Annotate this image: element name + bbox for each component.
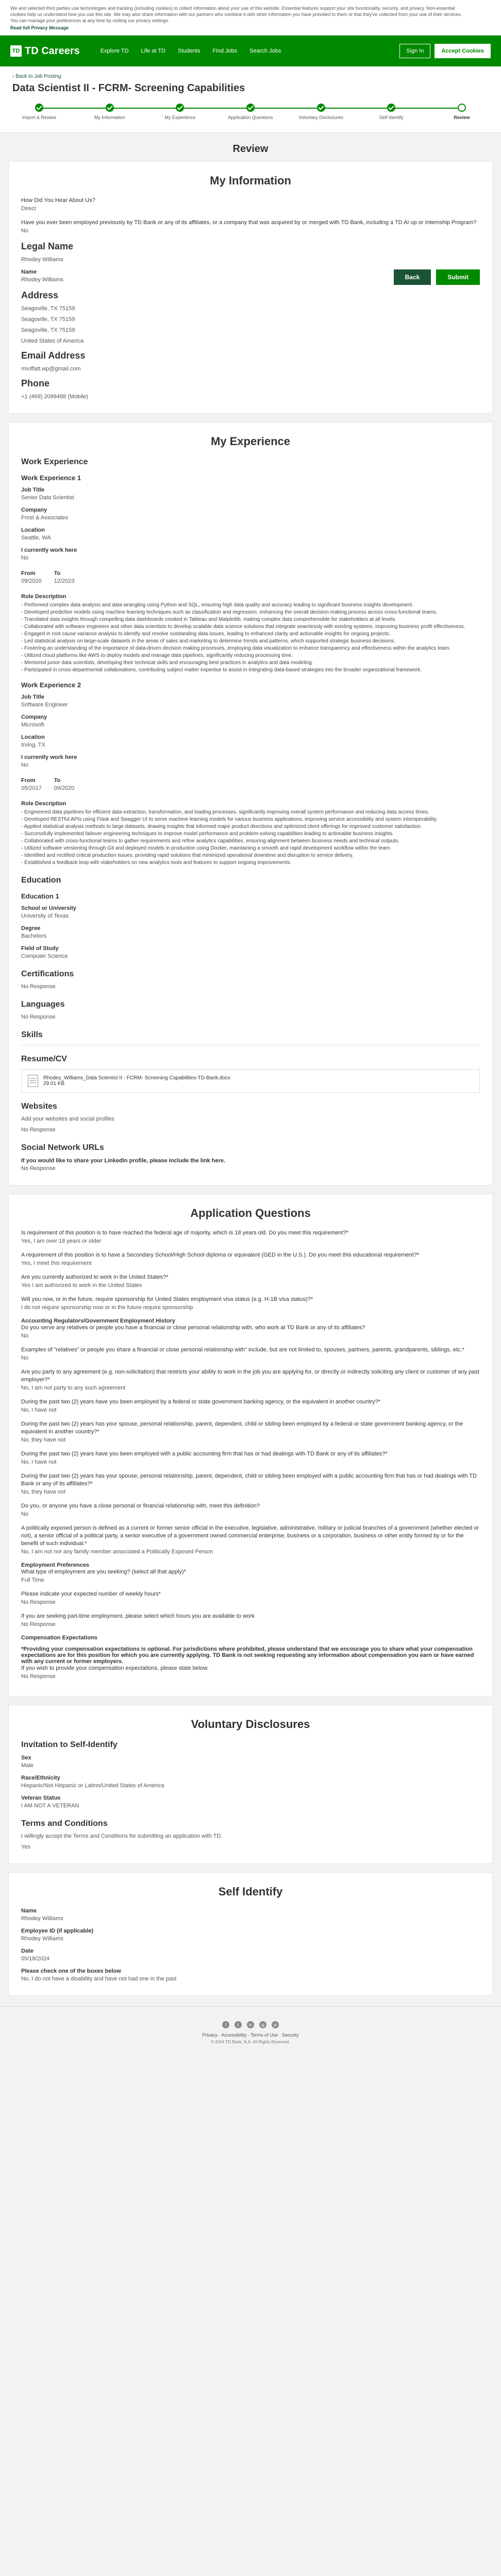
question-label: A politically exposed person is defined as a current or former senior official in the executive, legislative, administrative, military or judicial branches of a government (whether elected or not), a senior official of a political party, a senior executive of a government owned commercial enterprise, business or a corporation, business or other entity formed by or for the benefit of such individual.* <box>21 1525 479 1547</box>
question-label: Do you serve any relatives or people you have a financial or close personal relationship with, who work at TD Bank or any of its affiliates? <box>21 1325 365 1331</box>
question-group-heading: Compensation Expectations <box>21 1635 97 1641</box>
field-label: From <box>21 777 36 784</box>
school-value: University of Texas <box>21 913 69 919</box>
social-urls-heading: Social Network URLs <box>21 1143 104 1152</box>
date-value: 05/18/2024 <box>21 1956 50 1962</box>
to-value: 09/2020 <box>54 785 75 791</box>
name-label: Name <box>21 269 37 275</box>
question-group-heading: *Providing your compensation expectations is optional. For jurisdictions where prohibited, please understand that we encourage you to share what your compensation expectations are for this position for which you are currently applying. TD Bank is not seeking requesting any information about compensation you earn or have earned with any current or former employers. <box>21 1646 474 1665</box>
email-heading: Email Address <box>21 350 86 361</box>
field-label: Sex <box>21 1755 31 1761</box>
nav-item-find-jobs[interactable]: Find Jobs <box>212 48 238 54</box>
step-import[interactable] <box>12 104 66 120</box>
race-value: Hispanic/Not Hispanic or Latino/United States of America <box>21 1783 164 1789</box>
question-label: Have you ever been employed previously by TD Bank or any of its affiliates, or a company that was acquired by or merged with TD Bank, including a TD AI up or Internship Program? <box>21 219 477 226</box>
field-label: Degree <box>21 925 41 931</box>
step-label: My Information <box>94 115 125 120</box>
certifications-heading: Certifications <box>21 970 74 978</box>
field-label: To <box>54 570 61 577</box>
company-value: Microsoft <box>21 722 44 728</box>
address-line: Seagoville, TX 75159 <box>21 306 75 312</box>
date-range <box>21 772 480 795</box>
address-heading: Address <box>21 290 59 300</box>
question-label: How Did You Hear About Us? <box>21 197 95 204</box>
field-label: Job Title <box>21 487 45 493</box>
step-label: Review <box>454 115 470 120</box>
answer: No, they have not <box>21 1489 66 1495</box>
answer: Yes, I am over 18 years or older <box>21 1238 102 1244</box>
work-experience-entry <box>21 681 480 867</box>
sex-value: Male <box>21 1762 34 1769</box>
answer: Yes, I meet this requirement <box>21 1260 92 1266</box>
question-label: If you are seeking part-time employment, please select which hours you are available to work <box>21 1613 255 1619</box>
field-label: Role Description <box>21 594 66 600</box>
voluntary-disclosures-section <box>8 1705 493 1864</box>
field-label: Name <box>21 1908 37 1914</box>
current-step-icon <box>458 104 466 112</box>
location-value: Seattle, WA <box>21 535 51 541</box>
application-questions-section <box>8 1194 493 1697</box>
review-heading: Review <box>232 143 269 155</box>
check-icon <box>387 104 395 112</box>
name-value: Rhodey Williams <box>21 277 63 283</box>
answer: No <box>21 1333 29 1339</box>
answer: I do not require sponsorship now or in the future require sponsorship <box>21 1304 193 1311</box>
resume-file-name: Rhodey_Williams_Data Scientist II - FCRM- Screening Capabilities-TD-Bank.docx <box>43 1075 230 1081</box>
check-icon <box>317 104 325 112</box>
td-logo[interactable] <box>10 45 80 57</box>
step-my-information[interactable] <box>83 104 137 120</box>
employee-id-value: Rhodey Williams <box>21 1936 63 1942</box>
field-label: I currently work here <box>21 547 77 553</box>
question-group-heading: Accounting Regulators/Government Employment History <box>21 1318 175 1324</box>
step-self-identify[interactable] <box>364 104 418 120</box>
accept-cookies-button[interactable]: Accept Cookies <box>435 44 491 58</box>
entry-heading: Work Experience 2 <box>21 681 81 689</box>
twitter-icon[interactable]: t <box>235 2021 242 2028</box>
answer: No <box>21 228 29 234</box>
field-label: Company <box>21 714 47 720</box>
check-icon <box>176 104 184 112</box>
degree-value: Bachelors <box>21 933 46 939</box>
job-title-value: Senior Data Scientist <box>21 495 74 501</box>
address-line: United States of America <box>21 338 84 344</box>
entry-heading: Work Experience 1 <box>21 474 81 482</box>
veteran-value: I AM NOT A VETERAN <box>21 1803 79 1809</box>
question-label: During the past two (2) years have you been employed by a federal or state government banking agency, or the equivalent in another country?* <box>21 1399 380 1405</box>
company-value: Frost & Associates <box>21 515 69 521</box>
question-label: A requirement of this position is to have a Secondary School/High School diploma or equivalent (GED in the U.S.). Do you meet this educational requirement?* <box>21 1252 420 1258</box>
step-application-questions[interactable] <box>224 104 277 120</box>
current-value: No <box>21 762 29 768</box>
languages-heading: Languages <box>21 1000 65 1009</box>
field-label: School or University <box>21 905 76 911</box>
work-experience-heading: Work Experience <box>21 457 88 466</box>
job-title-value: Software Engineer <box>21 702 68 708</box>
td-logo-mark: TD <box>10 45 22 57</box>
cookie-text: We and selected third parties use technologies and tracking (including cookies) to collect information about your use of this website. Essential features support your site functionality, security, and privacy. Non-essential cookies help us understand how you use this site. We may also share information with our partners who combine it with other information you have provided to them or that they've collected from your use of their services. You can manage your preferences at any time by visiting our privacy settings. <box>10 6 462 23</box>
websites-note: Add your websites and social profiles <box>21 1116 114 1122</box>
question-label: During the past two (2) years has your spouse, personal relationship, parent, dependent, child or sibling been employed by a federal or state government banking agency, or the equivalent in another country?* <box>21 1421 463 1435</box>
step-voluntary-disclosures[interactable] <box>294 104 348 120</box>
from-value: 05/2017 <box>21 785 42 791</box>
question-label: What type of employment are you seeking? (select all that apply)* <box>21 1569 186 1575</box>
field-label: Please check one of the boxes below <box>21 1968 121 1974</box>
terms-heading: Terms and Conditions <box>21 1819 108 1828</box>
my-experience-section <box>8 422 493 1185</box>
document-icon <box>28 1075 38 1087</box>
step-my-experience[interactable] <box>153 104 207 120</box>
nav-item-life[interactable]: Life at TD <box>141 48 166 54</box>
instagram-icon[interactable]: ig <box>259 2021 266 2028</box>
youtube-icon[interactable]: yt <box>272 2021 279 2028</box>
phone-value: +1 (469) 2099488 (Mobile) <box>21 394 88 400</box>
education-heading: Education <box>21 876 61 885</box>
td-logo-text: TD Careers <box>25 45 80 57</box>
phone-heading: Phone <box>21 378 50 388</box>
step-label: Self Identify <box>379 115 404 120</box>
question-list <box>21 1229 480 1680</box>
field-label: Job Title <box>21 694 45 700</box>
answer: No, I have not <box>21 1407 57 1413</box>
self-name-value: Rhodey Williams <box>21 1916 63 1922</box>
step-label: Application Questions <box>228 115 273 120</box>
submit-button[interactable]: Submit <box>436 269 480 285</box>
section-title: Voluntary Disclosures <box>191 1718 310 1731</box>
privacy-message-link[interactable]: Read full Privacy Message <box>10 25 69 30</box>
languages-value: No Response <box>21 1014 56 1020</box>
check-icon <box>35 104 43 112</box>
answer: Full Time <box>21 1577 44 1583</box>
check-icon <box>106 104 114 112</box>
answer: No <box>21 1511 29 1517</box>
question-label: During the past two (2) years has your spouse, personal relationship, parent, dependent, child or sibling been employed with a public accounting firm that has or had dealings with TD Bank or any of its affiliates?* <box>21 1473 477 1487</box>
nav-item-students[interactable]: Students <box>178 48 201 54</box>
question-group-heading: Employment Preferences <box>21 1562 90 1568</box>
field-label: To <box>54 777 61 784</box>
job-subheader <box>0 66 501 133</box>
question-label: Is requirement of this position is to have reached the federal age of majority, which is 18 years old. Do you meet this requirement?* <box>21 1230 349 1236</box>
field-label: Location <box>21 734 45 740</box>
from-value: 09/2020 <box>21 578 42 584</box>
answer: Yes I am authorized to work in the United States <box>21 1282 142 1289</box>
section-title: My Experience <box>210 435 291 448</box>
social-urls-note: If you would like to share your LinkedIn profile, please include the link here. <box>21 1158 226 1164</box>
field-of-study-value: Computer Science <box>21 953 68 959</box>
site-footer <box>0 2006 501 2060</box>
question-label: Are you currently authorized to work in the United States?* <box>21 1274 169 1280</box>
answer: No <box>21 1355 29 1361</box>
field-label: From <box>21 570 36 577</box>
disability-answer: No, I do not have a disability and have not had one in the past <box>21 1976 177 1982</box>
step-review[interactable] <box>435 104 489 120</box>
answer: No Response <box>21 1673 56 1680</box>
question-label: Do you, or anyone you have a close personal or financial relationship with, meet this definition? <box>21 1503 260 1509</box>
main-content <box>0 133 501 1996</box>
back-to-job-posting-link[interactable]: ‹ Back to Job Posting <box>12 74 61 79</box>
terms-text: I willingly accept the Terms and Conditions for submitting an application with TD. <box>21 1833 223 1839</box>
footer-links[interactable]: Privacy · Accessibility · Terms of Use · Security <box>202 2032 299 2038</box>
legal-name-heading: Legal Name <box>21 241 74 251</box>
legal-name-value: Rhodey Williams <box>21 257 63 263</box>
section-title: Application Questions <box>190 1207 311 1219</box>
question-label: Will you now, or in the future, require sponsorship for United States employment visa status (e.g. H-1B visa status)?* <box>21 1296 313 1302</box>
answer: No, I have not <box>21 1459 57 1465</box>
invite-heading: Invitation to Self-Identify <box>21 1740 118 1749</box>
nav-item-search-jobs[interactable]: Search Jobs <box>249 48 281 54</box>
field-label: Employee ID (if applicable) <box>21 1928 93 1934</box>
social-links <box>0 2021 501 2028</box>
answer: No Response <box>21 1599 56 1605</box>
main-nav <box>101 48 281 54</box>
field-label: Date <box>21 1948 34 1954</box>
skills-heading: Skills <box>21 1030 43 1039</box>
question-label: Please indicate your expected number of weekly hours* <box>21 1591 161 1597</box>
answer: No, they have not <box>21 1437 66 1443</box>
nav-item-explore[interactable]: Explore TD <box>100 48 129 54</box>
question-label: If you wish to provide your compensation expectations, please state below. <box>21 1665 209 1671</box>
email-value: rmoffatt.wp@gmail.com <box>21 366 81 372</box>
to-value: 12/2023 <box>54 578 75 584</box>
question-label: Are you party to any agreement (e.g. non-solicitation) that restricts your ability to work in the job you are applying for, or directly or indirectly soliciting any client or customer of any past employer?* <box>21 1369 479 1383</box>
footer-copyright: © 2024 TD Bank, N.A. All Rights Reserved. <box>211 2040 290 2044</box>
resume-file-size: 29.01 KB <box>43 1081 65 1087</box>
progress-tracker <box>12 104 489 127</box>
facebook-icon[interactable]: f <box>222 2021 229 2028</box>
answer: No Response <box>21 1621 56 1628</box>
step-label: Import & Review <box>22 115 57 120</box>
site-header <box>0 36 501 66</box>
role-description: - Engineered data pipelines for efficient data extraction, transformation, and loading processes, significantly improving overall system performance and reducing data access times. - Developed RESTful APIs using Flask and Swagger UI to serve machine learning models for various business applications, improving service accessibility and system interoperability. - Applied statistical analysis methods to large datasets, drawing insights that informed major product directions and optimized client offerings for improved customer satisfaction. - Successfully implemented failover engineering techniques to improve model performance and problem-solving capabilities leading to actionable business insights. - Collaborated with cross-functional teams to gather requirements and refine analytics capabilities, ensuring alignment between business needs and technical outputs. - Utilized software versioning through Git and deployed models in production using Docker, maintaining a smooth and rapid development workflow within the team. - Identified and rectified critical production issues, providing rapid solutions that minimized operational downtime and disruption to service delivery. - Established a feedback loop with stakeholders on new analytics tools and features to support ongoing improvements. <box>21 809 438 866</box>
work-experience-entry <box>21 474 480 674</box>
social-urls-value: No Response <box>21 1165 56 1172</box>
step-label: My Experience <box>164 115 196 120</box>
current-value: No <box>21 555 29 561</box>
field-label: Race/Ethnicity <box>21 1775 60 1781</box>
question-label: During the past two (2) years have you been employed with a public accounting firm that has or had dealings with TD Bank or any of its affiliates?* <box>21 1451 388 1457</box>
field-label: Veteran Status <box>21 1795 61 1801</box>
job-title: Data Scientist II - FCRM- Screening Capabilities <box>12 82 245 94</box>
step-label: Voluntary Disclosures <box>298 115 343 120</box>
address-line: Seagoville, TX 75159 <box>21 316 75 323</box>
field-label: I currently work here <box>21 754 77 760</box>
sign-in-button[interactable]: Sign In <box>399 44 430 58</box>
websites-value: No Response <box>21 1127 56 1133</box>
answer: No, I am not nor any family member associated a Politically Exposed Person <box>21 1549 213 1555</box>
answer: Direct <box>21 206 36 212</box>
linkedin-icon[interactable]: in <box>247 2021 254 2028</box>
websites-heading: Websites <box>21 1102 57 1111</box>
resume-file[interactable] <box>21 1069 480 1093</box>
entry-heading: Education 1 <box>21 892 59 900</box>
field-label: Company <box>21 507 47 513</box>
my-information-section <box>8 161 493 414</box>
field-label: Field of Study <box>21 945 59 952</box>
certifications-value: No Response <box>21 984 56 990</box>
section-title: My Information <box>210 174 291 187</box>
self-identify-section <box>8 1872 493 1996</box>
address-line: Seagoville, TX 75159 <box>21 327 75 333</box>
date-range <box>21 565 480 588</box>
review-actions <box>21 269 480 285</box>
terms-answer: Yes <box>21 1844 30 1850</box>
cookie-banner <box>0 0 501 36</box>
resume-heading: Resume/CV <box>21 1055 67 1063</box>
question-label: Examples of "relatives" or people you share a financial or close personal relationship with" include, but are not limited to, spouses, partners, parents, grandparents, siblings, etc.* <box>21 1347 464 1353</box>
role-description: - Performed complex data analysis and data wrangling using Python and SQL, ensuring high data quality and accuracy leading to significant business insights development. - Developed predictive models using machine learning techniques such as classification and regression, enhancing the overall decision making process across cross-functional teams. - Translated data insights through compelling data dashboards created in Tableau and Matplotlib, making complex data comprehensible for stakeholders at all levels. - Collaborated with software engineers and other data scientists to develop scalable data science solutions that integrate seamlessly with existing systems, improving business profit effectiveness. - Engaged in root cause variance analysis to identify and resolve outstanding data issues, leading to enhanced clarity and actionable insights for ongoing projects. - Led statistical analysis on large-scale datasets in the areas of sales and marketing to determine trends and patterns, which supported strategic business decisions. - Fostering an understanding of the importance of data-driven decision making processes, employing data visualization to enhance transparency and effectiveness within the analytics team. - Utilized cloud platforms like AWS to deploy models and manage data pipelines, significantly reducing processing time. - Mentored junior data scientists, developing their technical skills and encouraging best practices in analytics and data modeling. - Participated in cross-departmental collaborations, contributing subject matter expertise to assist in integrating data-based strategies into the broader organizational framework. <box>21 602 465 673</box>
check-icon <box>246 104 255 112</box>
location-value: Irving, TX <box>21 742 45 748</box>
answer: No, I am not party to any such agreement <box>21 1385 126 1391</box>
back-button[interactable]: Back <box>394 269 431 285</box>
field-label: Role Description <box>21 801 66 807</box>
field-label: Location <box>21 527 45 533</box>
section-title: Self Identify <box>218 1885 283 1898</box>
